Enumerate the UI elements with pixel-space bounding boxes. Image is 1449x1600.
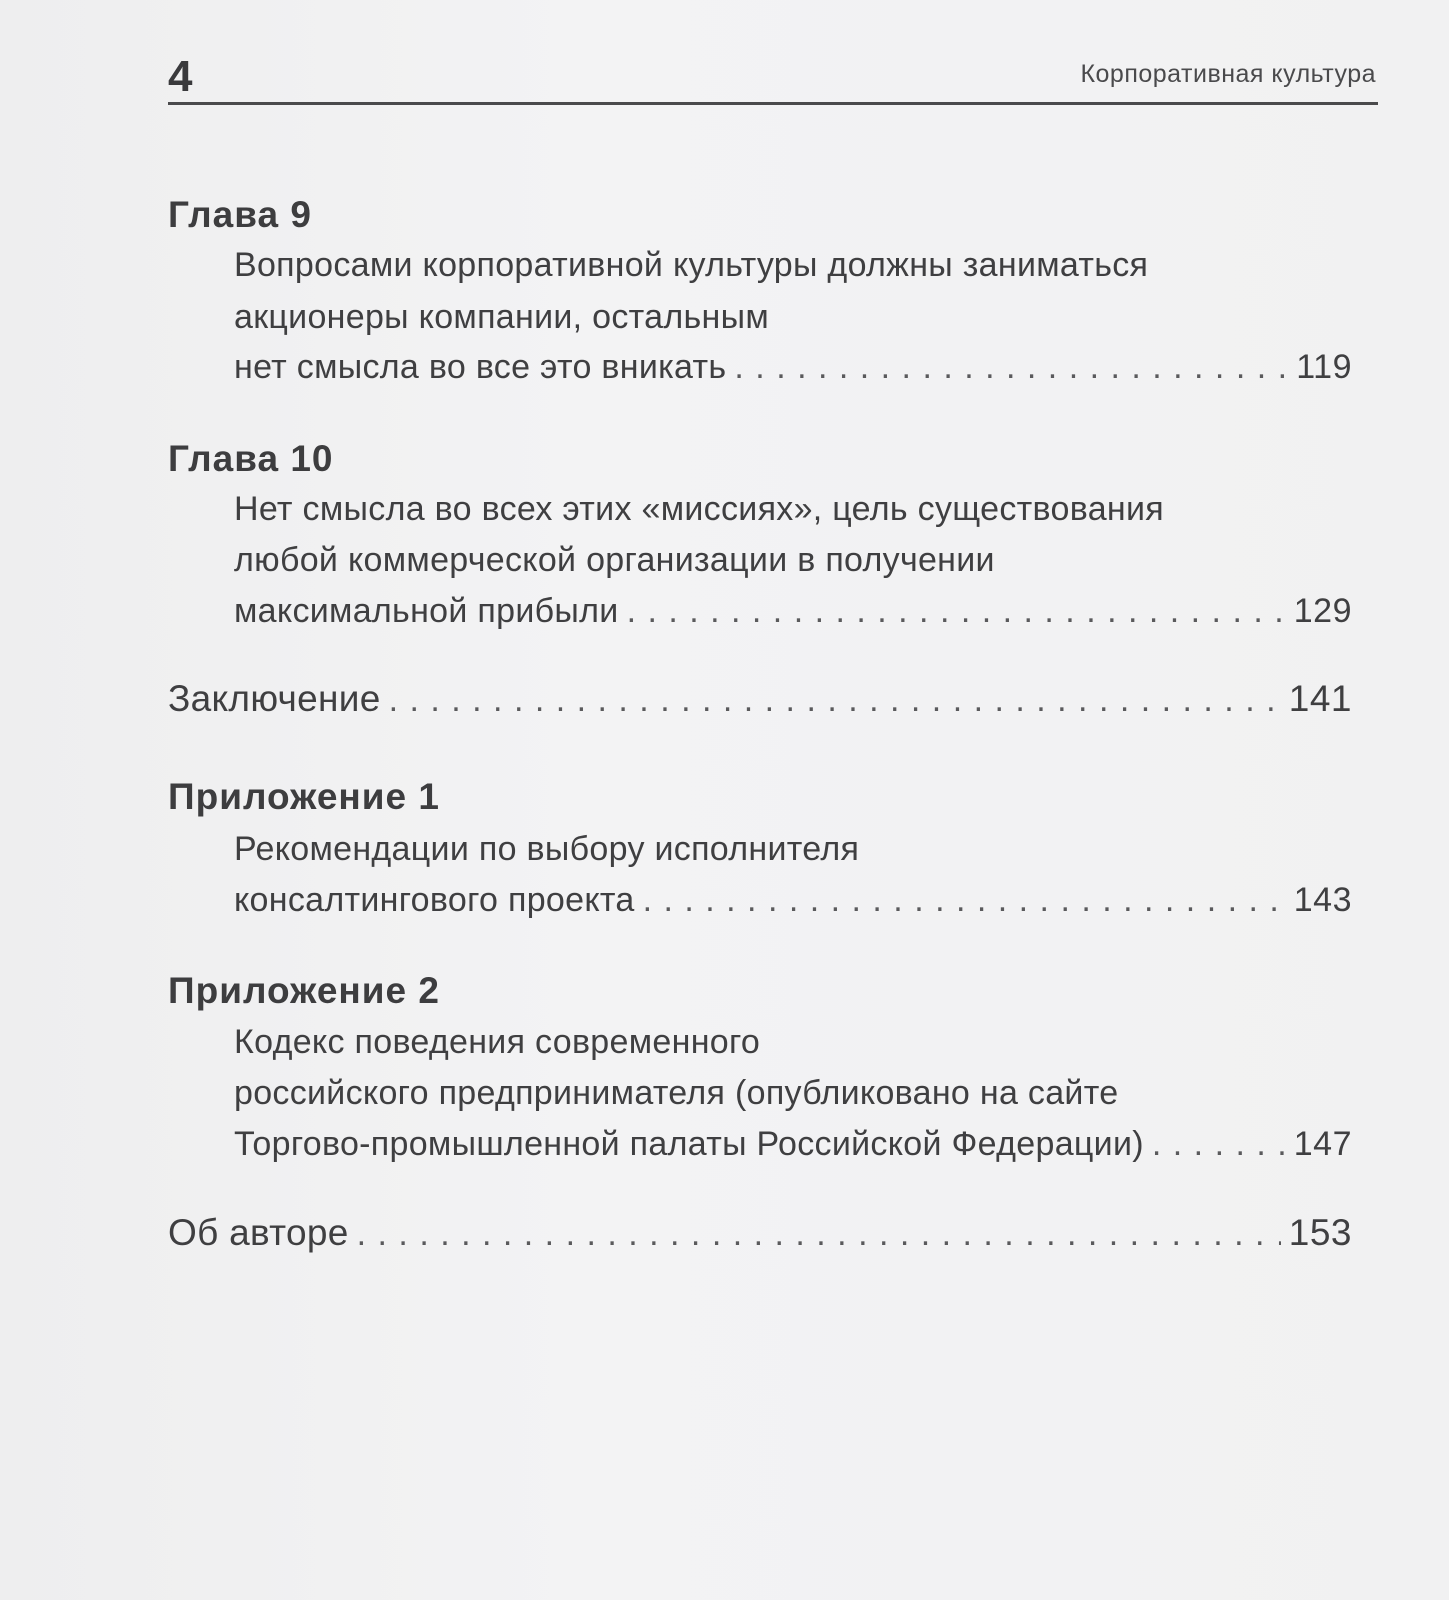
toc-appendix-1-label: Приложение 1 (168, 776, 440, 817)
toc-about-author-page: 153 (1288, 1212, 1352, 1253)
toc-appendix-2-entry (234, 1125, 1352, 1164)
leader-dots (389, 681, 1281, 720)
toc-conclusion-label: Заключение (168, 678, 381, 719)
page-number: 4 (168, 52, 194, 101)
toc-appendix-2-title-line: российского предпринимателя (опубликовано на сайте (234, 1074, 1119, 1112)
toc-appendix-1-title-line: Рекомендации по выбору исполнителя (234, 830, 860, 868)
toc-chapter-10-title-line: Нет смысла во всех этих «миссиях», цель существования (234, 490, 1164, 528)
toc-conclusion-entry (168, 678, 1352, 720)
toc-appendix-2-title-line: Кодекс поведения современного (234, 1023, 761, 1061)
toc-chapter-10-label: Глава 10 (168, 438, 334, 479)
toc-appendix-1-page: 143 (1293, 881, 1352, 919)
toc-chapter-9-label: Глава 9 (168, 194, 312, 235)
leader-dots (627, 592, 1286, 631)
toc-chapter-9-title-line: акционеры компании, остальным (234, 298, 770, 336)
leader-dots (1152, 1125, 1286, 1164)
leader-dots (643, 881, 1286, 920)
leader-dots (357, 1215, 1281, 1254)
toc-about-author-entry (168, 1212, 1352, 1254)
toc-appendix-2-label: Приложение 2 (168, 970, 440, 1011)
toc-chapter-9-entry (234, 348, 1352, 387)
toc-chapter-9-title-line: нет смысла во все это вникать (234, 348, 727, 386)
toc-about-author-label: Об авторе (168, 1212, 349, 1253)
toc-appendix-2-title-line: Торгово-промышленной палаты Российской Федерации) (234, 1125, 1144, 1163)
toc-conclusion-page: 141 (1288, 678, 1352, 719)
toc-chapter-10-title-line: максимальной прибыли (234, 592, 619, 630)
toc-appendix-1-title-line: консалтингового проекта (234, 881, 635, 919)
toc-appendix-2-page: 147 (1293, 1125, 1352, 1163)
toc-appendix-1-entry (234, 881, 1352, 920)
leader-dots (734, 348, 1288, 387)
toc-chapter-9-page: 119 (1296, 348, 1352, 386)
toc-chapter-10-title-line: любой коммерческой организации в получении (234, 541, 995, 579)
page-header (168, 50, 1378, 105)
toc-chapter-10-entry (234, 592, 1352, 631)
running-title: Корпоративная культура (1080, 60, 1376, 88)
toc-chapter-9-title-line: Вопросами корпоративной культуры должны заниматься (234, 246, 1149, 284)
toc-chapter-10-page: 129 (1293, 592, 1352, 630)
